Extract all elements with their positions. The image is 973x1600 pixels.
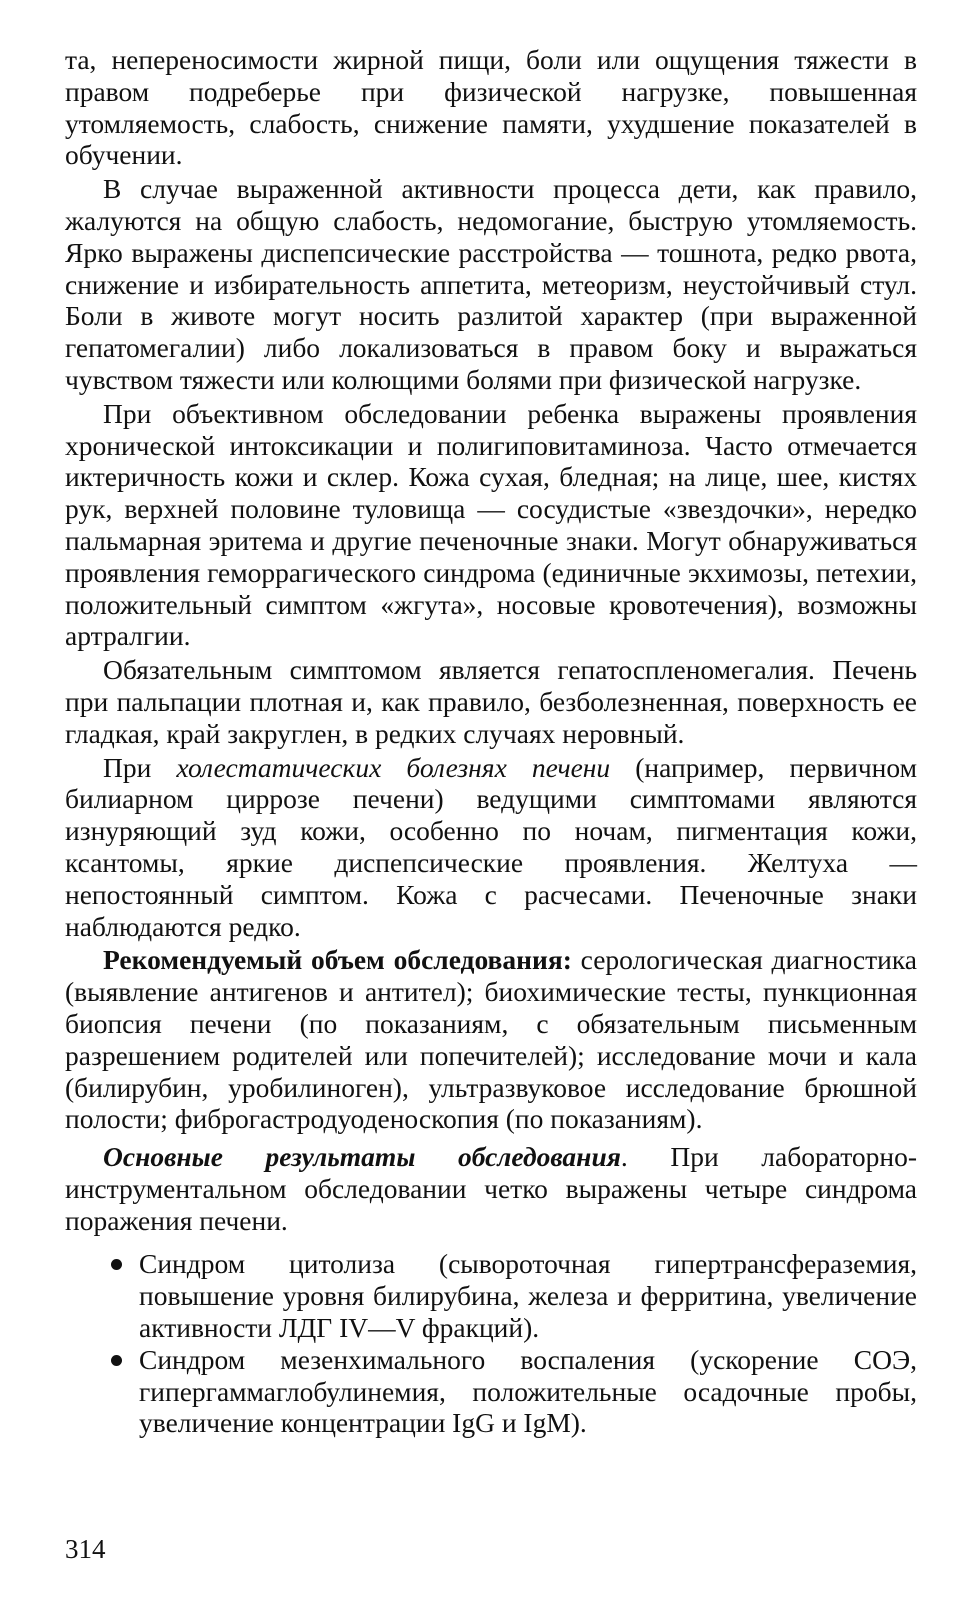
cholestatic-term: холестатических болезнях печени <box>176 751 611 783</box>
paragraph-hepatosplenomegaly: Обязательным симптомом является гепатоспленомегалия. Печень при пальпации плотная и, как правило, безболезненная, поверхность ее гладкая, край закруглен, в редких случаях неровный. <box>65 654 917 749</box>
page-number: 314 <box>65 1534 106 1564</box>
list-item <box>65 1248 917 1343</box>
paragraph-main-results <box>65 1141 917 1236</box>
paragraph-recommended-exam <box>65 944 917 1135</box>
syndrome-list <box>65 1248 917 1439</box>
bullet-icon <box>111 1259 122 1270</box>
paragraph-objective-exam: При объективном обследовании ребенка выражены проявления хронической интоксикации и полигиповитаминоза. Часто отмечается иктеричность кожи и склер. Кожа сухая, бледная; на лице, шее, кистях рук, верхней половине туловища — сосудистые «звездочки», нередко пальмарная эритема и другие печеночные знаки. Могут обнаруживаться проявления геморрагического синдрома (единичные экхимозы, петехии, положительный симптом «жгута», носовые кровотечения), возможны артралгии. <box>65 397 917 652</box>
recommended-exam-text: серологическая диагностика (выявление антигенов и антител); биохимические тесты, пункционная биопсия печени (по показаниям, с обязательным письменным разрешением родителей или попечителей); исследование мочи и кала (билирубин, уробилиноген), ультразвуковое исследование брюшной полости; фиброгастродуоденоскопия (по показаниям). <box>65 944 917 1135</box>
paragraph-continuation: та, непереносимости жирной пищи, боли или ощущения тяжести в правом подреберье при физической нагрузке, повышенная утомляемость, слабость, снижение памяти, ухудшение показателей в обучении. <box>65 44 917 171</box>
cholestatic-prefix: При <box>103 751 177 783</box>
main-results-text: . При лабораторно-инструментальном обследовании четко выражены четыре синдрома поражения печени. <box>65 1141 917 1236</box>
cholestatic-text: (например, первичном билиарном циррозе печени) ведущими симптомами являются изнуряющий зуд кожи, особенно по ночам, пигментация кожи, ксантомы, яркие диспепсические проявления. Желтуха — непостоянный симптом. Кожа с расчесами. Печеночные знаки наблюдаются редко. <box>65 751 918 942</box>
list-item-text: Синдром мезенхимального воспаления (ускорение СОЭ, гипергаммаглобулинемия, положительные осадочные пробы, увеличение концентрации IgG и IgM). <box>139 1343 917 1439</box>
paragraph-cholestatic <box>65 752 917 943</box>
list-item <box>65 1344 917 1439</box>
recommended-exam-heading: Рекомендуемый объем обследования: <box>103 944 572 976</box>
bullet-icon <box>111 1355 122 1366</box>
paragraph-activity: В случае выраженной активности процесса дети, как правило, жалуются на общую слабость, недомогание, быструю утомляемость. Ярко выражены диспепсические расстройства — тошнота, редко рвота, снижение и избирательность аппетита, метеоризм, неустойчивый стул. Боли в животе могут носить разлитой характер (при выраженной гепатомегалии) либо локализоваться в правом боку и выражаться чувством тяжести или колющими болями при физической нагрузке. <box>65 173 917 395</box>
main-results-heading: Основные результаты обследования <box>103 1141 621 1173</box>
list-item-text: Синдром цитолиза (сывороточная гипертрансфераземия, повышение уровня билирубина, железа и ферритина, увеличение активности ЛДГ IV—V фракций). <box>139 1248 917 1344</box>
